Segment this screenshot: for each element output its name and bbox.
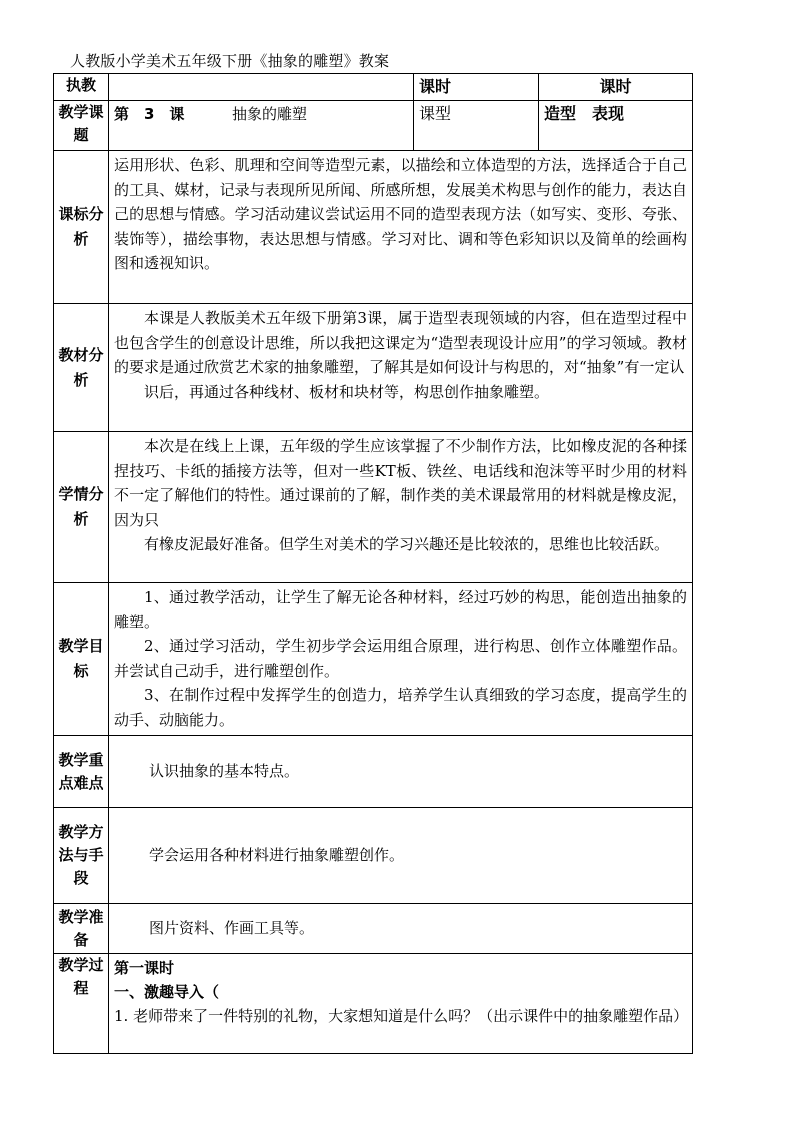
students-paragraph: 本次是在线上上课，五年级的学生应该掌握了不少制作方法，比如橡皮泥的各种揉捏技巧、卡纸的插接方法等，但对一些KT板、铁丝、电话线和泡沫等平时少用的材料不一定了解他们的特性。通过课前的了解，制作类的美术课最常用的材料就是橡皮泥，因为只 bbox=[114, 437, 687, 529]
goals-text bbox=[109, 583, 693, 736]
goals-label: 教学目标 bbox=[54, 583, 109, 736]
process-line: 一、激趣导入（ bbox=[114, 983, 220, 1001]
methods-row bbox=[54, 808, 693, 904]
process-line: 1. 老师带来了一件特别的礼物，大家想知道是什么吗？（出示课件中的抽象雕塑作品） bbox=[114, 1007, 689, 1025]
students-label: 学情分析 bbox=[54, 432, 109, 583]
process-line: 第一课时 bbox=[114, 959, 175, 977]
preparation-text: 图片资料、作画工具等。 bbox=[109, 904, 693, 954]
goal-item: 3、在制作过程中发挥学生的创造力，培养学生认真细致的学习态度，提高学生的动手、动脑能力。 bbox=[114, 686, 687, 729]
students-paragraph: 有橡皮泥最好准备。但学生对美术的学习兴趣还是比较浓的，思维也比较活跃。 bbox=[144, 535, 670, 554]
lesson-number: 第 3 课 bbox=[114, 105, 185, 123]
textbook-label: 教材分析 bbox=[54, 304, 109, 432]
standards-label: 课标分析 bbox=[54, 151, 109, 304]
textbook-row bbox=[54, 304, 693, 432]
key-points-text: 认识抽象的基本特点。 bbox=[109, 736, 693, 808]
students-text bbox=[109, 432, 693, 583]
process-label: 教学过程 bbox=[54, 954, 109, 1054]
topic-row bbox=[54, 101, 693, 151]
teacher-label: 执教 bbox=[54, 74, 109, 101]
standards-row bbox=[54, 151, 693, 304]
lesson-type-value: 造型 表现 bbox=[539, 101, 693, 151]
goals-row bbox=[54, 583, 693, 736]
methods-label: 教学方法与手段 bbox=[54, 808, 109, 904]
preparation-row bbox=[54, 904, 693, 954]
lesson-type-label: 课型 bbox=[414, 101, 539, 151]
goal-item: 1、通过教学活动，让学生了解无论各种材料，经过巧妙的构思，能创造出抽象的雕塑。 bbox=[114, 588, 687, 631]
topic-value bbox=[109, 101, 414, 151]
header-row bbox=[54, 74, 693, 101]
teacher-value bbox=[109, 74, 414, 101]
textbook-text bbox=[109, 304, 693, 432]
document-title: 人教版小学美术五年级下册《抽象的雕塑》教案 bbox=[70, 52, 390, 70]
key-points-label: 教学重点难点 bbox=[54, 736, 109, 808]
methods-text: 学会运用各种材料进行抽象雕塑创作。 bbox=[109, 808, 693, 904]
process-text bbox=[109, 954, 693, 1054]
standards-text: 运用形状、色彩、肌理和空间等造型元素，以描绘和立体造型的方法，选择适合于自己的工具、媒材，记录与表现所见所闻、所感所想，发展美术构思与创作的能力，表达自己的思想与情感。学习活动建议尝试运用不同的造型表现方法（如写实、变形、夸张、装饰等），描绘事物，表达思想与情感。学习对比、调和等色彩知识以及简单的绘画构图和透视知识。 bbox=[109, 151, 693, 304]
process-row bbox=[54, 954, 693, 1054]
topic-label: 教学课题 bbox=[54, 101, 109, 151]
students-row bbox=[54, 432, 693, 583]
lesson-hours-label: 课时 bbox=[414, 74, 539, 101]
goal-item: 2、通过学习活动，学生初步学会运用组合原理，进行构思、创作立体雕塑作品。并尝试自己动手，进行雕塑创作。 bbox=[114, 637, 687, 680]
textbook-paragraph: 本课是人教版美术五年级下册第3课，属于造型表现领域的内容，但在造型过程中也包含学生的创意设计思维，所以我把这课定为“造型表现设计应用”的学习领域。教材的要求是通过欣赏艺术家的抽象雕塑，了解其是如何设计与构思的，对“抽象”有一定认 bbox=[114, 309, 687, 377]
lesson-name: 抽象的雕塑 bbox=[232, 105, 308, 123]
key-points-row bbox=[54, 736, 693, 808]
textbook-paragraph: 识后，再通过各种线材、板材和块材等，构思创作抽象雕塑。 bbox=[144, 382, 550, 401]
lesson-plan-table bbox=[53, 73, 693, 1054]
preparation-label: 教学准备 bbox=[54, 904, 109, 954]
lesson-hours-value: 课时 bbox=[539, 74, 693, 101]
